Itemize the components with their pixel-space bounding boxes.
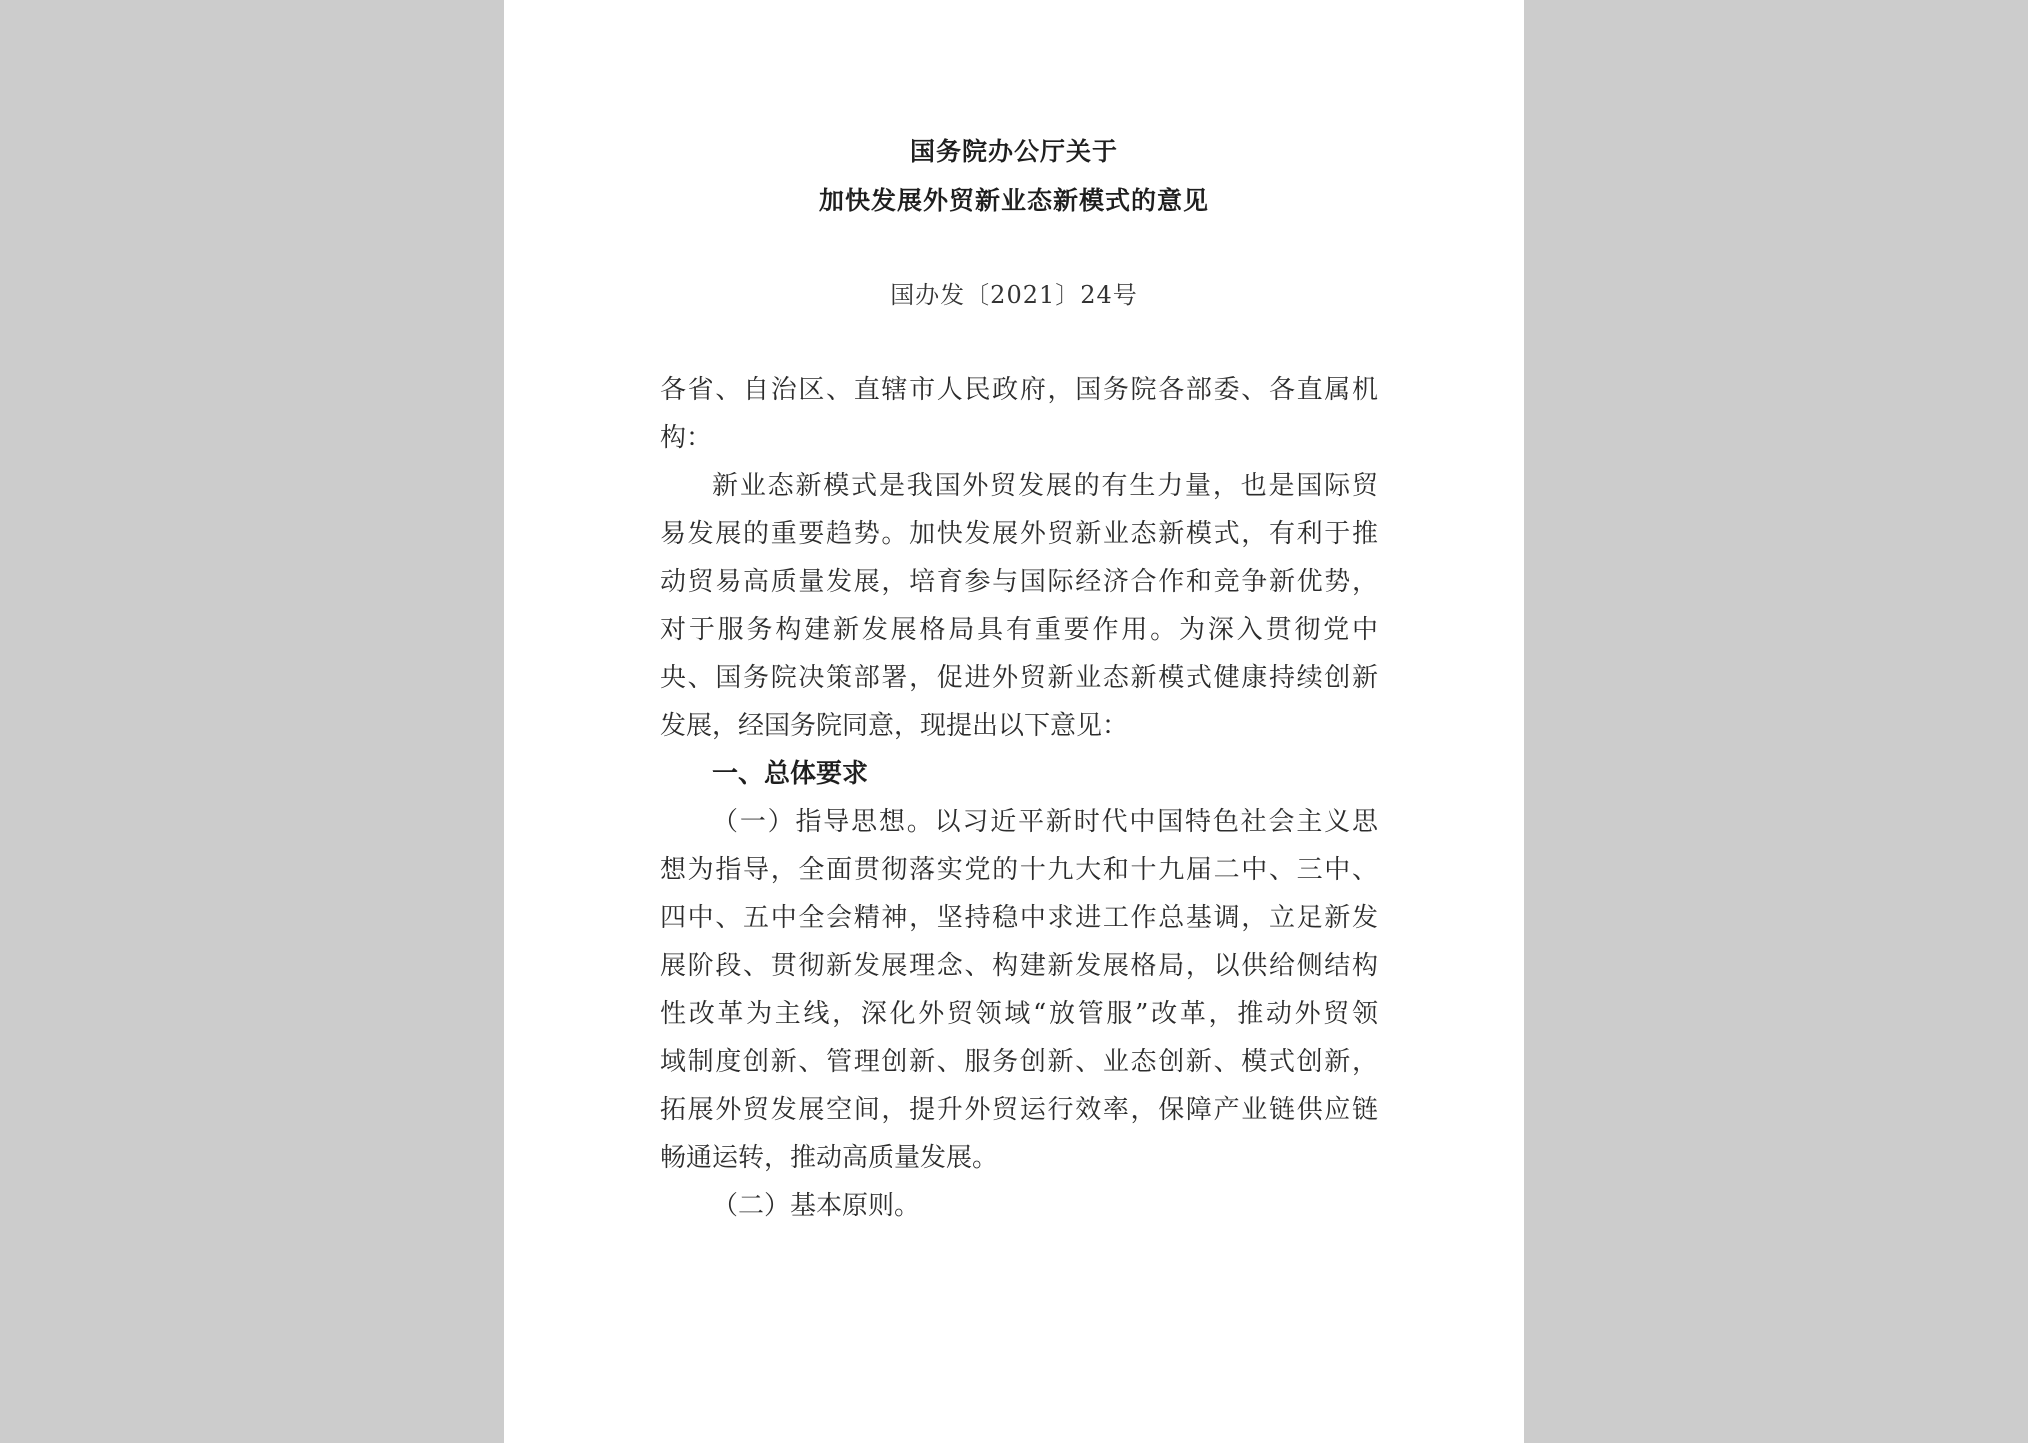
paragraph-line: 畅通运转，推动高质量发展。: [660, 1143, 999, 1173]
paragraph-line: 性改革为主线，深化外贸领域“放管服”改革，推动外贸领: [660, 999, 1378, 1029]
section-heading: 一、总体要求: [712, 759, 869, 789]
document-page: [504, 0, 1524, 1443]
paragraph-line: （一）指导思想。以习近平新时代中国特色社会主义思: [712, 807, 1378, 837]
document-title-line-1: 国务院办公厅关于: [909, 137, 1118, 166]
paragraph-line: 易发展的重要趋势。加快发展外贸新业态新模式，有利于推: [660, 519, 1378, 549]
paragraph-line: 央、国务院决策部署，促进外贸新业态新模式健康持续创新: [660, 663, 1378, 693]
paragraph-line: 拓展外贸发展空间，提升外贸运行效率，保障产业链供应链: [660, 1095, 1378, 1125]
document-title-line-2: 加快发展外贸新业态新模式的意见: [818, 186, 1209, 215]
document-number: 国办发〔2021〕24号: [890, 281, 1138, 309]
paragraph-line: 展阶段、贯彻新发展理念、构建新发展格局，以供给侧结构: [660, 951, 1378, 981]
paragraph-line: 对于服务构建新发展格局具有重要作用。为深入贯彻党中: [660, 615, 1378, 645]
paragraph-line: 动贸易高质量发展，培育参与国际经济合作和竞争新优势，: [660, 567, 1378, 597]
salutation-line: 各省、自治区、直辖市人民政府，国务院各部委、各直属机: [660, 375, 1378, 405]
paragraph-line: 想为指导，全面贯彻落实党的十九大和十九届二中、三中、: [660, 855, 1378, 885]
paragraph-line: 新业态新模式是我国外贸发展的有生力量，也是国际贸: [712, 471, 1378, 501]
salutation-line: 构：: [660, 423, 713, 453]
subsection-heading: （二）基本原则。: [712, 1191, 921, 1221]
paragraph-line: 四中、五中全会精神，坚持稳中求进工作总基调，立足新发: [660, 903, 1378, 933]
paragraph-line: 发展，经国务院同意，现提出以下意见：: [660, 711, 1129, 741]
paragraph-line: 域制度创新、管理创新、服务创新、业态创新、模式创新，: [660, 1047, 1378, 1077]
